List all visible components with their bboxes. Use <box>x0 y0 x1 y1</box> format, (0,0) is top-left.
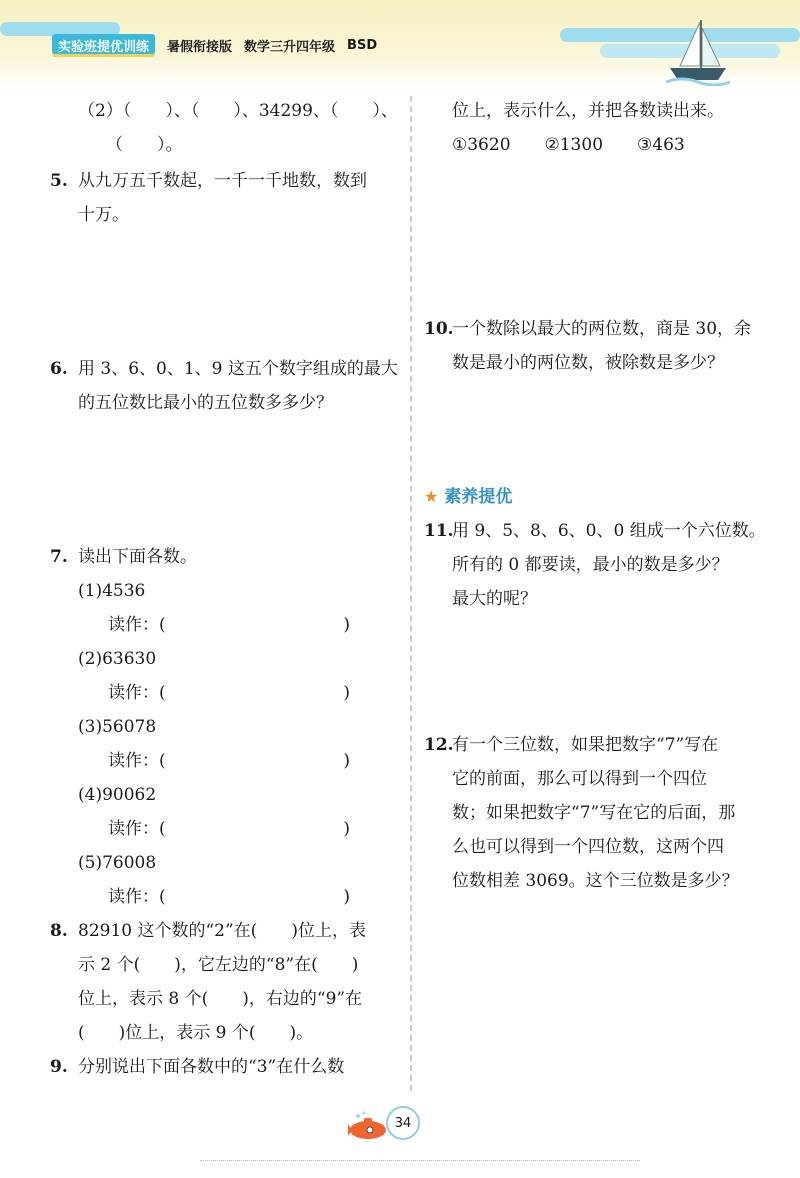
text-line: 有一个三位数，如果把数字“7”写在 <box>452 735 719 755</box>
read-close: ) <box>343 683 350 703</box>
question-11 <box>424 514 774 616</box>
number-label: (1)4536 <box>78 581 146 601</box>
question-number: 6. <box>50 359 68 379</box>
question-number: 7. <box>50 547 68 567</box>
text-line: 82910 这个数的“2”在( )位上，表 <box>78 921 366 941</box>
section-title: 素养提优 <box>444 487 513 507</box>
question-10 <box>424 312 774 380</box>
question-7-items <box>50 574 400 914</box>
text-line: 它的前面，那么可以得到一个四位 <box>452 769 707 789</box>
question-7 <box>50 540 400 574</box>
header-subject: 数学三升四年级 <box>244 40 336 55</box>
read-close: ) <box>343 751 350 771</box>
read-answer-row[interactable] <box>50 744 400 778</box>
read-answer-row[interactable] <box>50 812 400 846</box>
left-column <box>50 92 400 1084</box>
read-prompt: 读作：( <box>108 683 166 703</box>
question-number: 5. <box>50 171 68 191</box>
text-line: 数是最小的两位数，被除数是多少？ <box>452 353 724 373</box>
text-line: （2）（ ）、（ ）、34299、（ ）、 <box>78 101 398 121</box>
footer-divider <box>200 1160 640 1161</box>
header-edition: 暑假衔接版 <box>167 40 233 55</box>
text-line: 位上，表示什么，并把各数读出来。 <box>452 101 724 121</box>
text-line: 从九万五千数起，一千一千地数，数到 <box>78 171 367 191</box>
text-line: 位数相差 3069。这个三位数是多少？ <box>452 871 739 891</box>
read-answer-row[interactable] <box>50 676 400 710</box>
question-number: 10. <box>424 319 454 339</box>
text-line: （ ）。 <box>106 135 183 155</box>
question-number: 8. <box>50 921 68 941</box>
read-answer-row[interactable] <box>50 880 400 914</box>
read-prompt: 读作：( <box>108 887 166 907</box>
question-12 <box>424 728 774 898</box>
star-icon: ★ <box>424 487 439 506</box>
text-line: 用 9、5、8、6、0、0 组成一个六位数。 <box>452 521 766 541</box>
text-line: 十万。 <box>78 205 129 225</box>
header-brand <box>52 34 377 57</box>
text-line: 读出下面各数。 <box>78 547 197 567</box>
question-number: 11. <box>424 521 454 541</box>
read-prompt: 读作：( <box>108 819 166 839</box>
text-line: 所有的 0 都要读，最小的数是多少？ <box>452 555 729 575</box>
number-label: (3)56078 <box>78 717 157 737</box>
question-4-part-2 <box>50 94 400 162</box>
page-header <box>0 0 800 92</box>
read-close: ) <box>343 615 350 635</box>
question-8 <box>50 914 400 1050</box>
number-label: (2)63630 <box>78 649 157 669</box>
read-close: ) <box>343 819 350 839</box>
read-answer-row[interactable] <box>50 608 400 642</box>
number-label: (5)76008 <box>78 853 157 873</box>
question-number: 9. <box>50 1057 68 1077</box>
sailboat-icon <box>666 18 730 86</box>
header-publisher: BSD <box>347 38 378 53</box>
read-close: ) <box>343 887 350 907</box>
text-line: ①3620 ②1300 ③463 <box>452 135 685 155</box>
question-number: 12. <box>424 735 454 755</box>
question-6 <box>50 352 400 420</box>
text-line: 位上，表示 8 个( )，右边的“9”在 <box>78 989 363 1009</box>
text-line: 数；如果把数字“7”写在它的后面，那 <box>452 803 736 823</box>
section-heading <box>424 480 774 514</box>
question-5 <box>50 164 400 232</box>
number-label: (4)90062 <box>78 785 157 805</box>
page-number: 34 <box>386 1106 420 1140</box>
text-line: 分别说出下面各数中的“3”在什么数 <box>78 1057 345 1077</box>
column-divider <box>410 96 412 1091</box>
read-prompt: 读作：( <box>108 615 166 635</box>
read-prompt: 读作：( <box>108 751 166 771</box>
text-line: 么也可以得到一个四位数，这两个四 <box>452 837 724 857</box>
right-column <box>424 92 774 898</box>
question-9-continued <box>424 94 774 162</box>
header-badge: 实验班提优训练 <box>52 34 155 57</box>
submarine-icon <box>344 1110 390 1142</box>
text-line: 最大的呢？ <box>452 589 537 609</box>
text-line: 的五位数比最小的五位数多多少？ <box>78 393 333 413</box>
text-line: ( )位上，表示 9 个( )。 <box>78 1023 314 1043</box>
question-9 <box>50 1050 400 1084</box>
text-line: 一个数除以最大的两位数，商是 30，余 <box>452 319 752 339</box>
text-line: 示 2 个( )，它左边的“8”在( ) <box>78 955 359 975</box>
text-line: 用 3、6、0、1、9 这五个数字组成的最大 <box>78 359 398 379</box>
